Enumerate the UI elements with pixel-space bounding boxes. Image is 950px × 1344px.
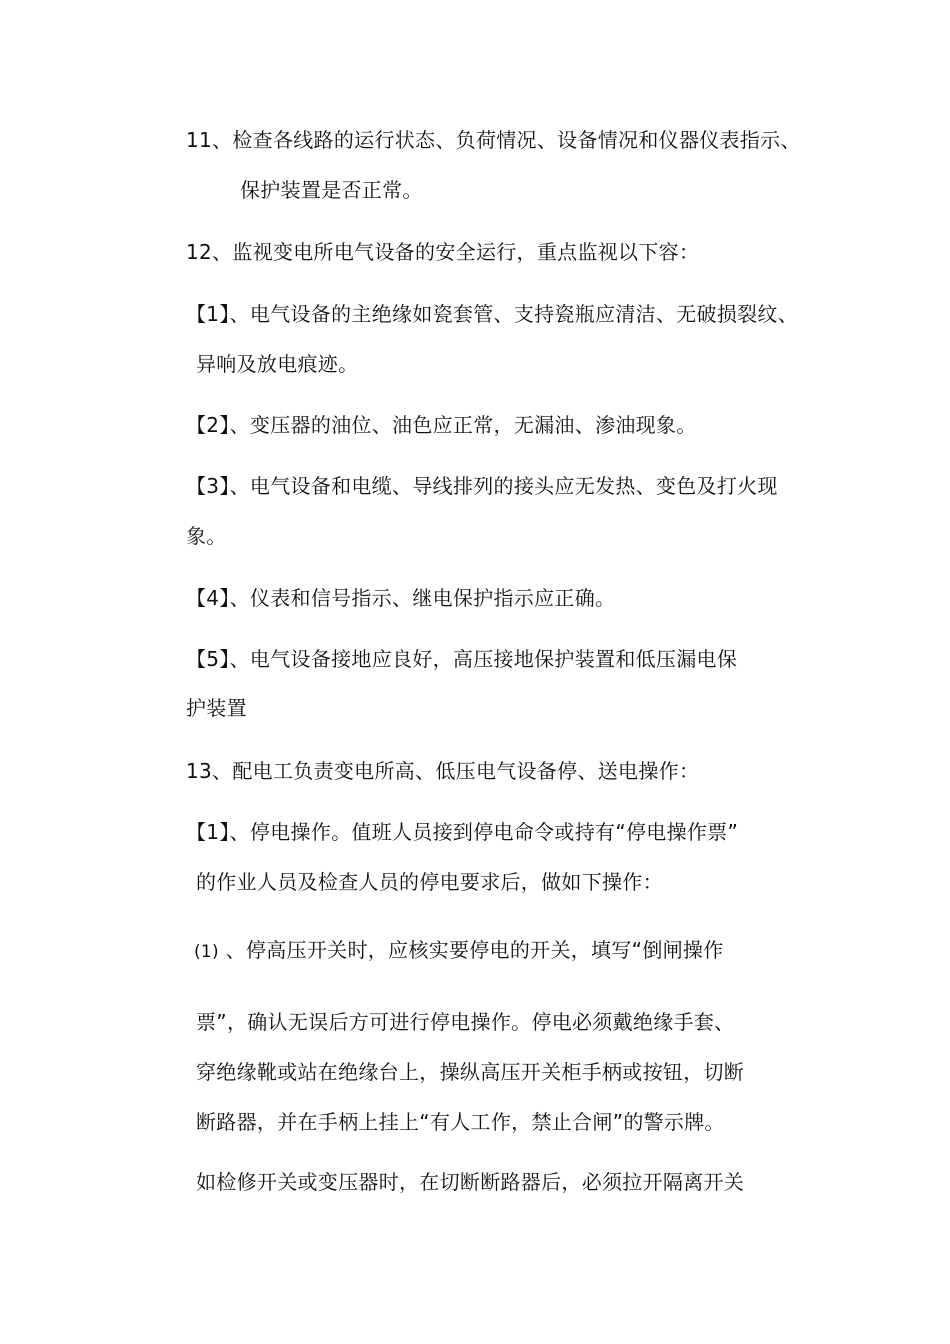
item-11-line-2: 保护装置是否正常。 bbox=[240, 178, 423, 202]
item-12-5-line-2: 护装置 bbox=[186, 696, 247, 720]
sub-item-1-line-3: 穿绝缘靴或站在绝缘台上，操纵高压开关柜手柄或按钮，切断 bbox=[196, 1060, 745, 1084]
item-12-heading: 12、监视变电所电气设备的安全运行，重点监视以下容： bbox=[186, 240, 700, 264]
sub-item-1-line-5: 如检修开关或变压器时，在切断断路器后，必须拉开隔离开关 bbox=[196, 1170, 745, 1194]
item-12-1-line-1: 【1】、电气设备的主绝缘如瓷套管、支持瓷瓶应清洁、无破损裂纹、 bbox=[186, 302, 799, 326]
item-12-1-line-2: 异响及放电痕迹。 bbox=[196, 352, 359, 376]
item-13-heading: 13、配电工负责变电所高、低压电气设备停、送电操作： bbox=[186, 759, 700, 783]
item-12-3-line-2: 象。 bbox=[186, 524, 227, 548]
item-12-3-line-1: 【3】、电气设备和电缆、导线排列的接头应无发热、变色及打火现 bbox=[186, 474, 778, 498]
item-12-2: 【2】、变压器的油位、油色应正常，无漏油、渗油现象。 bbox=[186, 413, 697, 437]
sub-item-1-line-4: 断路器，并在手柄上挂上“有人工作，禁止合闸”的警示牌。 bbox=[196, 1110, 725, 1134]
sub-item-1-line-2: 票”，确认无误后方可进行停电操作。停电必须戴绝缘手套、 bbox=[196, 1010, 735, 1034]
item-13-1-line-1: 【1】、停电操作。值班人员接到停电命令或持有“停电操作票” bbox=[186, 820, 739, 844]
sub-item-1-line-1 bbox=[194, 938, 724, 964]
item-12-4: 【4】、仪表和信号指示、继电保护指示应正确。 bbox=[186, 586, 616, 610]
sub-item-marker: (1) bbox=[194, 942, 219, 962]
item-12-5-line-1: 【5】、电气设备接地应良好，高压接地保护装置和低压漏电保 bbox=[186, 647, 738, 671]
item-13-1-line-2: 的作业人员及检查人员的停电要求后，做如下操作： bbox=[196, 870, 663, 894]
sub-item-1-text: 、停高压开关时，应核实要停电的开关，填写“倒闸操作 bbox=[225, 938, 724, 962]
item-11-line-1: 11、检查各线路的运行状态、负荷情况、设备情况和仪器仪表指示、 bbox=[186, 128, 801, 152]
